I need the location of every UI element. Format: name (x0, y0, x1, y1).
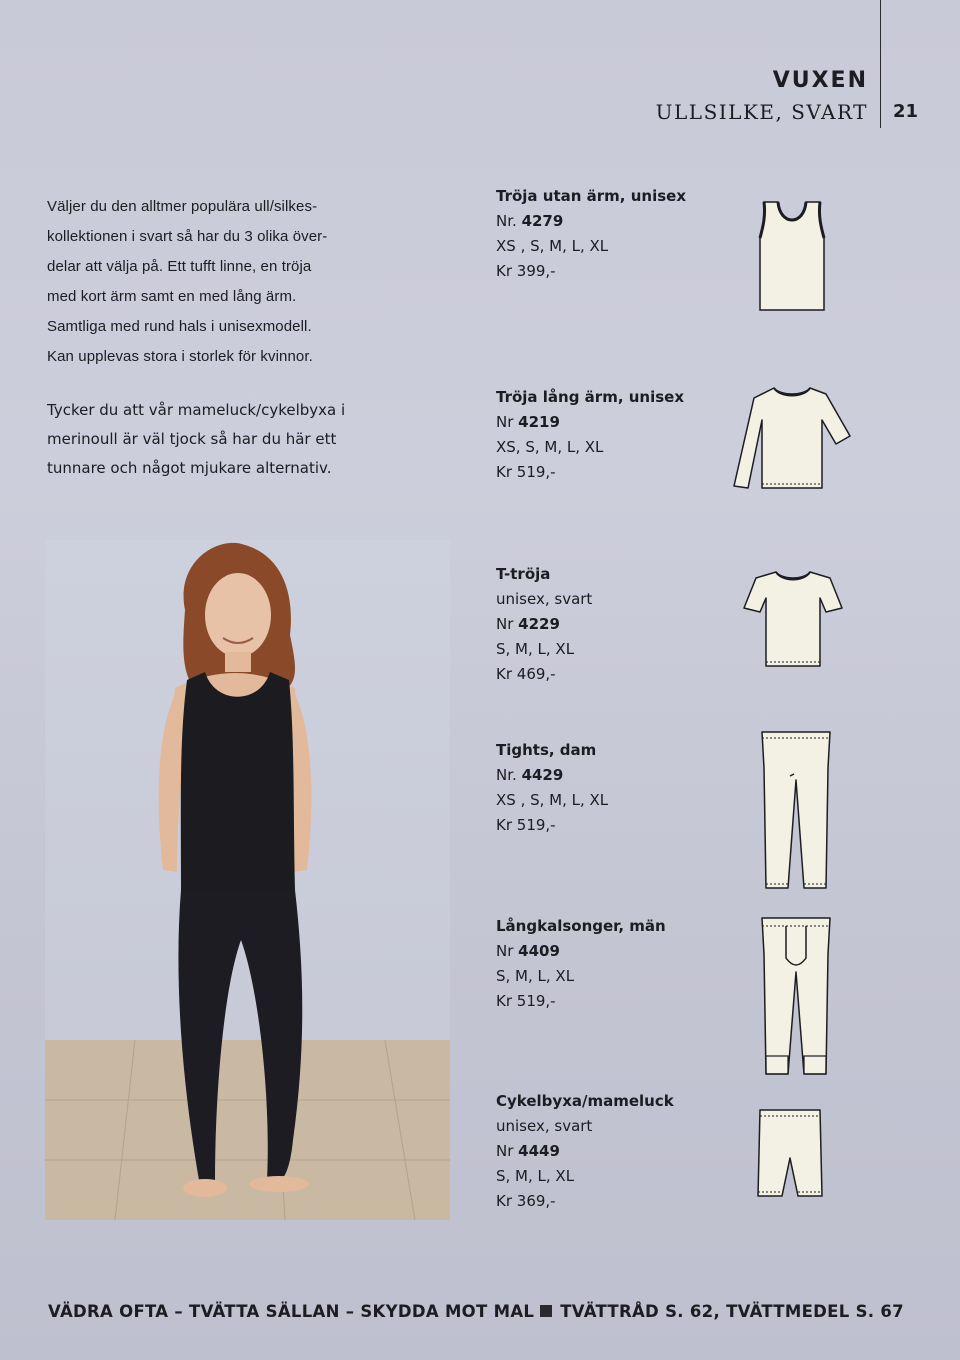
footer-banner (48, 1302, 928, 1321)
product-number-value: 4409 (518, 942, 560, 960)
tights-drawing-icon (754, 728, 838, 892)
product-number-prefix: Nr. (496, 212, 517, 230)
section-subtitle: ULLSILKE, SVART (655, 100, 868, 124)
product-sizes: XS, S, M, L, XL (496, 438, 604, 456)
product-price: Kr 399,- (496, 262, 556, 280)
product-sizes: XS , S, M, L, XL (496, 791, 609, 809)
product-number-value: 4219 (518, 413, 560, 431)
product-sizes: S, M, L, XL (496, 1167, 575, 1185)
product-number-prefix: Nr (496, 942, 514, 960)
product-sizes: S, M, L, XL (496, 640, 575, 658)
product-number-value: 4429 (521, 766, 564, 784)
model-photo (45, 540, 450, 1220)
product-name: T-tröja (496, 565, 551, 583)
product-price: Kr 519,- (496, 992, 556, 1010)
product-name: Tights, dam (496, 741, 597, 759)
product-number (496, 763, 736, 788)
intro-line: Väljer du den alltmer populära ull/silkes- (47, 198, 318, 215)
product-number-prefix: Nr. (496, 766, 517, 784)
footer-care-slogan: VÄDRA OFTA – TVÄTTA SÄLLAN – SKYDDA MOT MAL (48, 1302, 535, 1321)
long-johns-drawing-icon (756, 914, 836, 1078)
product-price: Kr 469,- (496, 665, 556, 683)
intro-line: kollektionen i svart så har du 3 olika över- (47, 228, 328, 245)
product-sizes: S, M, L, XL (496, 967, 575, 985)
product-number-prefix: Nr (496, 413, 514, 431)
product-number-prefix: Nr (496, 1142, 514, 1160)
intro-line: merinoull är väl tjock så har du här ett (47, 430, 337, 448)
product-number-value: 4279 (521, 212, 564, 230)
product-extra: unisex, svart (496, 590, 593, 608)
product-cycling-shorts (496, 1089, 736, 1214)
product-price: Kr 519,- (496, 816, 556, 834)
intro-second-paragraph (47, 396, 447, 483)
intro-line: tunnare och något mjukare alternativ. (47, 459, 332, 477)
product-price: Kr 369,- (496, 1192, 556, 1210)
product-long-johns (496, 914, 736, 1014)
model-photo-illustration (45, 540, 450, 1220)
product-number (496, 410, 736, 435)
product-sizes: XS , S, M, L, XL (496, 237, 609, 255)
product-name: Cykelbyxa/mameluck (496, 1092, 674, 1110)
intro-line: Kan upplevas stora i storlek för kvinnor. (47, 348, 313, 365)
product-tights (496, 738, 736, 838)
intro-line: Samtliga med rund hals i unisexmodell. (47, 318, 312, 335)
product-number-value: 4229 (518, 615, 560, 633)
product-name: Tröja utan ärm, unisex (496, 187, 686, 205)
intro-line: Tycker du att vår mameluck/cykelbyxa i (47, 401, 346, 419)
product-number (496, 612, 736, 637)
section-title: VUXEN (772, 68, 868, 93)
intro-paragraph (47, 192, 447, 372)
product-number (496, 209, 736, 234)
intro-line: med kort ärm samt en med lång ärm. (47, 288, 297, 305)
product-number-prefix: Nr (496, 615, 514, 633)
product-extra: unisex, svart (496, 1117, 593, 1135)
product-number (496, 1139, 736, 1164)
cycling-shorts-drawing-icon (754, 1106, 826, 1200)
product-tank-top (496, 184, 736, 284)
product-number (496, 939, 736, 964)
long-sleeve-shirt-drawing-icon (730, 384, 854, 492)
page-number: 21 (893, 101, 919, 122)
intro-line: delar att välja på. Ett tufft linne, en tröja (47, 258, 312, 275)
product-long-sleeve (496, 385, 736, 485)
footer-references: TVÄTTRÅD S. 62, TVÄTTMEDEL S. 67 (560, 1302, 904, 1321)
product-number-value: 4449 (518, 1142, 560, 1160)
footer-square-bullet-icon (540, 1305, 552, 1317)
header-divider-line (880, 0, 881, 128)
product-name: Långkalsonger, män (496, 917, 666, 935)
t-shirt-drawing-icon (740, 568, 846, 670)
product-t-shirt (496, 562, 736, 687)
product-price: Kr 519,- (496, 463, 556, 481)
tank-top-drawing-icon (752, 198, 832, 314)
product-name: Tröja lång ärm, unisex (496, 388, 685, 406)
